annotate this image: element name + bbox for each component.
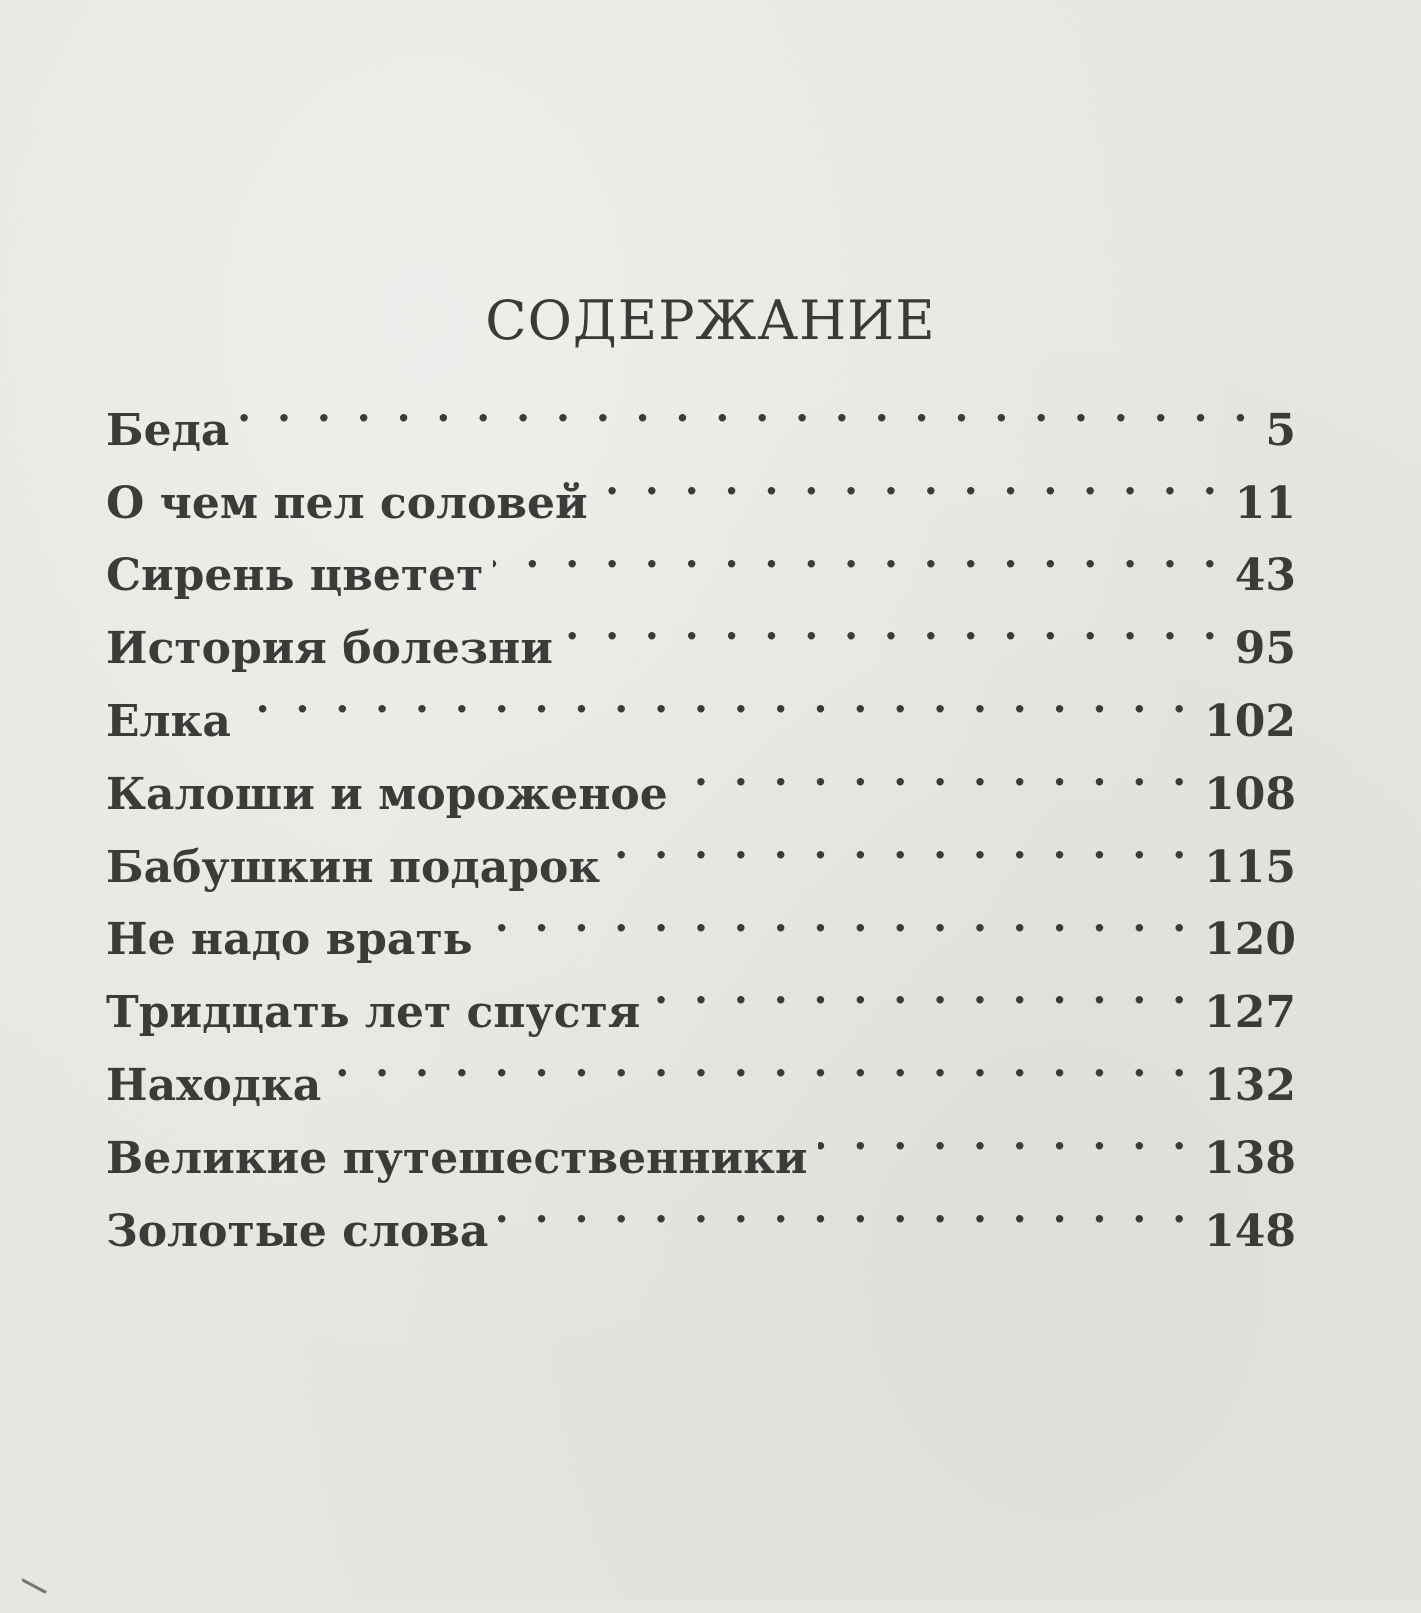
page-number: 11 (1234, 477, 1296, 529)
entry-title: Сирень цветет (106, 550, 484, 602)
toc-entry[interactable] (106, 372, 1296, 456)
entry-title: Тридцать лет спустя (106, 987, 641, 1039)
entry-title: Находка (106, 1059, 322, 1111)
dot-leader (678, 736, 1192, 809)
entry-title: Не надо врать (106, 914, 473, 966)
page-number: 148 (1204, 1205, 1296, 1257)
dot-leader (331, 1027, 1192, 1100)
page-number: 120 (1204, 914, 1296, 966)
entry-title: Великие путешественники (106, 1132, 808, 1184)
dot-leader (483, 882, 1193, 955)
dot-leader (598, 445, 1223, 518)
table-of-contents (106, 372, 1296, 1257)
entry-title: История болезни (106, 623, 553, 675)
page-number: 138 (1204, 1132, 1296, 1184)
page-number: 5 (1265, 404, 1296, 456)
entry-title: Елка (106, 695, 231, 747)
entry-title: Беда (106, 404, 230, 456)
dot-leader (650, 954, 1192, 1027)
page-number: 115 (1204, 841, 1296, 893)
page-number: 102 (1204, 695, 1296, 747)
toc-entry[interactable] (106, 445, 1296, 529)
page-number: 132 (1204, 1059, 1296, 1111)
page-title: СОДЕРЖАНИЕ (485, 289, 936, 353)
dot-leader (493, 518, 1222, 591)
page-number: 127 (1204, 987, 1296, 1039)
dot-leader (610, 809, 1192, 882)
toc-entry[interactable] (106, 736, 1296, 820)
entry-title: Золотые слова (106, 1205, 489, 1257)
toc-entry[interactable] (106, 663, 1296, 747)
dot-leader (241, 663, 1192, 736)
page-number: 95 (1234, 623, 1296, 675)
entry-title: О чем пел соловей (106, 477, 588, 529)
dot-leader (498, 1173, 1192, 1246)
page-number: 108 (1204, 768, 1296, 820)
entry-title: Бабушкин подарок (106, 841, 601, 893)
dot-leader (818, 1100, 1193, 1173)
dot-leader (239, 372, 1253, 445)
dot-leader (563, 590, 1223, 663)
entry-title: Калоши и мороженое (106, 768, 668, 820)
page-number: 43 (1234, 550, 1296, 602)
